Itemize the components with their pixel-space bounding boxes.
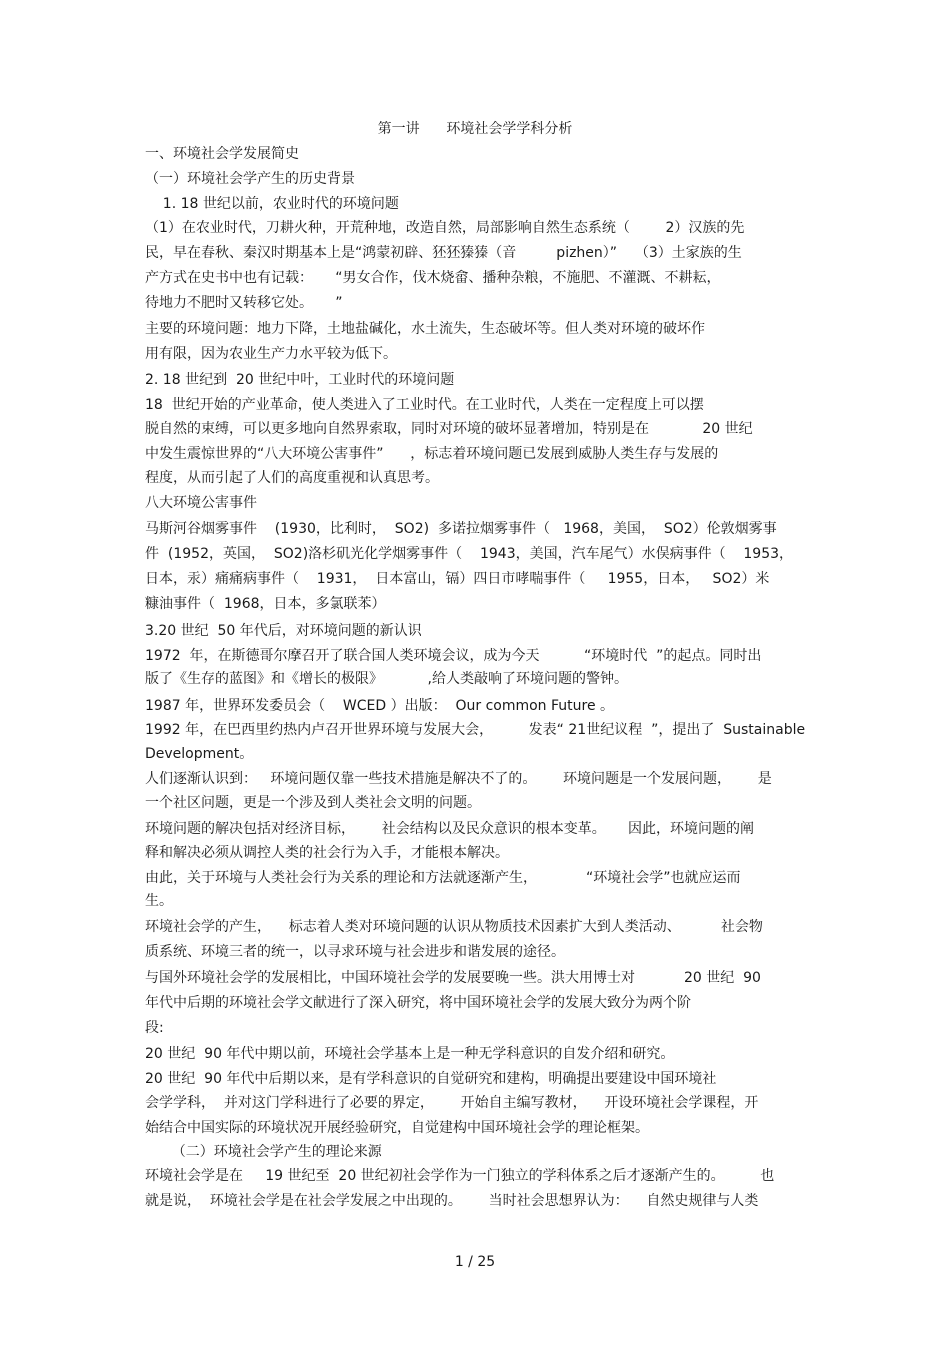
text-line: 一个社区问题，更是一个涉及到人类社会文明的问题。 <box>145 795 481 811</box>
text-line: 由此，关于环境与人类社会行为关系的理论和方法就逐渐产生， “环境社会学”也就应运而 <box>145 870 741 886</box>
text-line: 会学学科， 并对这门学科进行了必要的界定， 开始自主编写教材， 开设环境社会学课程，开 <box>145 1095 759 1111</box>
text-line: 1992 年，在巴西里约热内卢召开世界环境与发展大会， 发表“ 21世纪议程 ”，提出了 Sustainable <box>145 722 806 738</box>
text-line: 人们逐渐认识到： 环境问题仅靠一些技术措施是解决不了的。 环境问题是一个发展问题， 是 <box>145 771 772 787</box>
text-line: 程度，从而引起了人们的高度重视和认真思考。 <box>145 470 439 486</box>
text-line: 始结合中国实际的环境状况开展经验研究，自觉建构中国环境社会学的理论框架。 <box>145 1120 649 1136</box>
text-line: 1. 18 世纪以前，农业时代的环境问题 <box>145 196 399 212</box>
text-line: 一、环境社会学发展简史 <box>145 146 299 162</box>
text-line: 待地力不肥时又转移它处。 ” <box>145 295 343 311</box>
text-line: 用有限，因为农业生产力水平较为低下。 <box>145 346 397 362</box>
text-line: 年代中后期的环境社会学文献进行了深入研究，将中国环境社会学的发展大致分为两个阶 <box>145 995 691 1011</box>
text-line: 与国外环境社会学的发展相比，中国环境社会学的发展要晚一些。洪大用博士对 20 世纪 90 <box>145 970 761 986</box>
text-line: （一）环境社会学产生的历史背景 <box>145 171 355 187</box>
text-line: 1987 年，世界环发委员会（ WCED ）出版： Our common Future 。 <box>145 698 615 714</box>
text-line: 脱自然的束缚，可以更多地向自然界索取，同时对环境的破坏显著增加，特别是在 20 世纪 <box>145 421 753 437</box>
text-line: 18 世纪开始的产业革命，使人类进入了工业时代。在工业时代，人类在一定程度上可以摆 <box>145 397 704 413</box>
page-title: 第一讲 环境社会学学科分析 <box>377 121 573 137</box>
text-line: 件 (1952，英国， SO2)洛杉矶光化学烟雾事件（ 1943，美国，汽车尾气）水俣病事件（ 1953， <box>145 546 794 562</box>
text-line: （二）环境社会学产生的理论来源 <box>145 1144 382 1160</box>
text-line: 3.20 世纪 50 年代后，对环境问题的新认识 <box>145 623 422 639</box>
text-line: 段: <box>145 1020 164 1036</box>
text-line: 主要的环境问题：地力下降，土地盐碱化，水土流失，生态破坏等。但人类对环境的破坏作 <box>145 321 705 337</box>
text-line: 质系统、环境三者的统一，以寻求环境与社会进步和谐发展的途径。 <box>145 944 565 960</box>
text-line: （1）在农业时代，刀耕火种，开荒种地，改造自然，局部影响自然生态系统（ 2）汉族的先 <box>145 220 745 236</box>
text-line: 日本，汞）痛痛病事件（ 1931， 日本富山，镉）四日市哮喘事件（ 1955，日本， SO2）米 <box>145 571 770 587</box>
text-line: 版了《生存的蓝图》和《增长的极限》 ,给人类敲响了环境问题的警钟。 <box>145 671 628 687</box>
text-line: Development。 <box>145 746 254 762</box>
text-line: 20 世纪 90 年代中期以前，环境社会学基本上是一种无学科意识的自发介绍和研究。 <box>145 1046 675 1062</box>
text-line: 环境社会学的产生， 标志着人类对环境问题的认识从物质技术因素扩大到人类活动、 社会物 <box>145 919 763 935</box>
text-line: 民，早在春秋、秦汉时期基本上是“鸿蒙初辟、狉狉獉獉（音 pizhen）” （3）土家族的生 <box>145 245 742 261</box>
text-line: 环境问题的解决包括对经济目标， 社会结构以及民众意识的根本变革。 因此，环境问题的阐 <box>145 821 754 837</box>
text-line: 糠油事件（ 1968，日本，多氯联苯） <box>145 596 386 612</box>
text-line: 产方式在史书中也有记载： “男女合作，伐木烧畲、播种杂粮，不施肥、不灌溉、不耕耘， <box>145 270 721 286</box>
text-line: 就是说， 环境社会学是在社会学发展之中出现的。 当时社会思想界认为： 自然史规律与人类 <box>145 1193 759 1209</box>
text-line: 生。 <box>145 893 173 909</box>
text-line: 2. 18 世纪到 20 世纪中叶，工业时代的环境问题 <box>145 372 455 388</box>
page-number: 1 / 25 <box>454 1254 496 1270</box>
text-line: 环境社会学是在 19 世纪至 20 世纪初社会学作为一门独立的学科体系之后才逐渐产生的。 也 <box>145 1168 775 1184</box>
text-line: 中发生震惊世界的“八大环境公害事件” ，标志着环境问题已发展到威胁人类生存与发展的 <box>145 446 719 462</box>
text-line: 1972 年，在斯德哥尔摩召开了联合国人类环境会议，成为今天 “环境时代 ”的起点。同时出 <box>145 648 762 664</box>
text-line: 八大环境公害事件 <box>145 495 257 511</box>
text-line: 释和解决必须从调控人类的社会行为入手，才能根本解决。 <box>145 845 509 861</box>
text-line: 马斯河谷烟雾事件 (1930，比利时， SO2) 多诺拉烟雾事件（ 1968，美国， SO2）伦敦烟雾事 <box>145 521 777 537</box>
text-line: 20 世纪 90 年代中后期以来，是有学科意识的自觉研究和建构，明确提出要建设中国环境社 <box>145 1071 717 1087</box>
